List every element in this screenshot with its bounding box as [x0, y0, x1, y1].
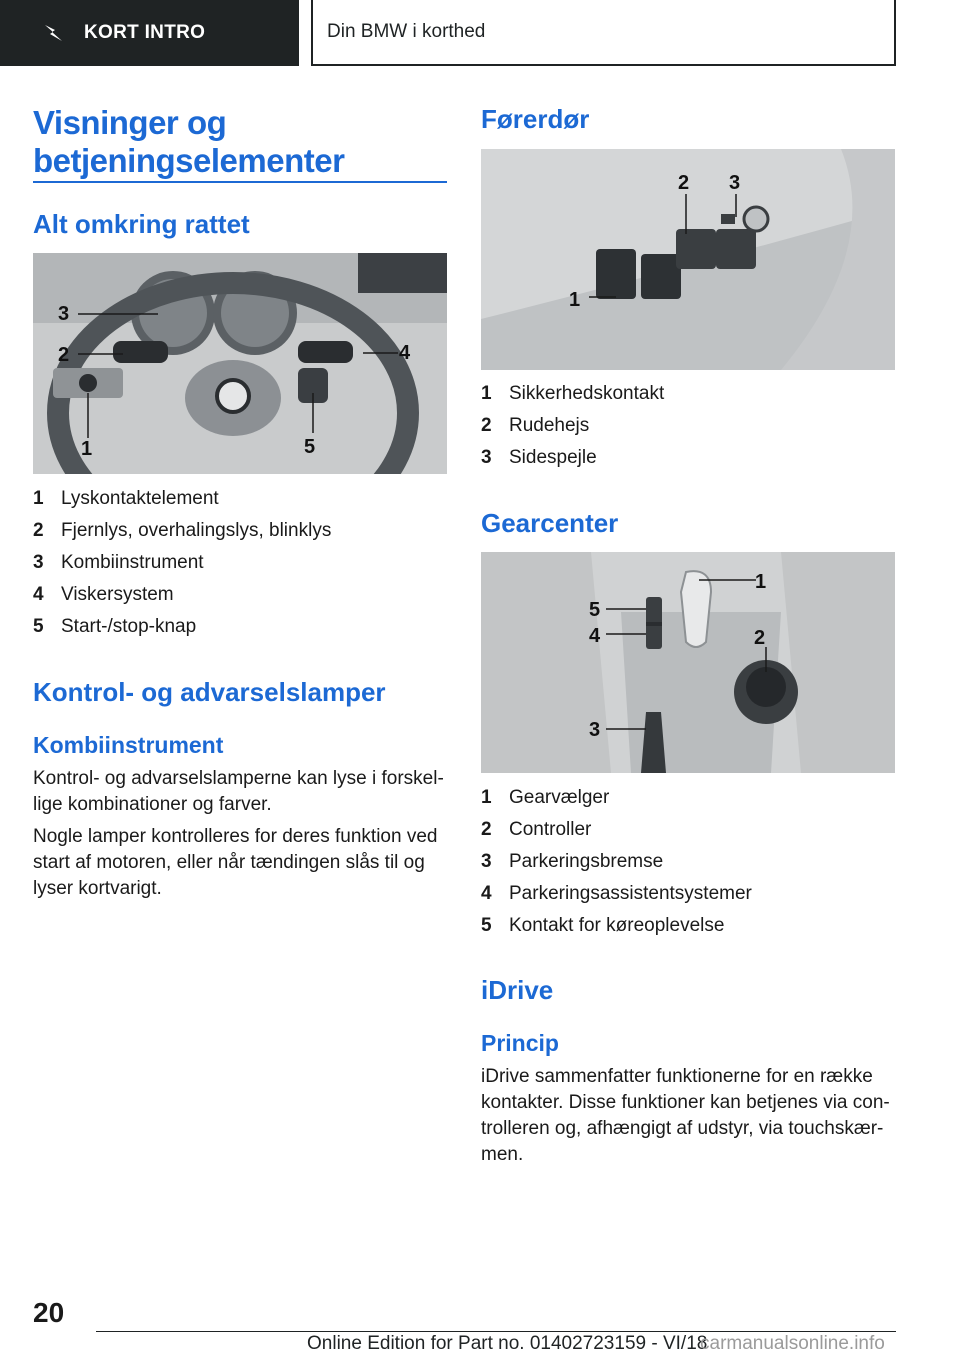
- title-rule: [33, 181, 447, 183]
- heading-lamps: Kontrol- og advarselslamper: [33, 677, 386, 707]
- list-item: 3 Sidespejle: [481, 447, 597, 468]
- list-item: 1 Gearvælger: [481, 787, 610, 808]
- section-tab[interactable]: [0, 0, 299, 66]
- callout-3: 3: [58, 303, 70, 325]
- callout-1: 1: [755, 571, 767, 593]
- paragraph: Nogle lamper kontrolleres for deres funktion ved start af motoren, eller når tændingen slås til og lyser kortvarigt.: [33, 826, 438, 899]
- list-item: 1 Sikkerhedskontakt: [481, 383, 665, 404]
- list-item: 2 Fjernlys, overhalingslys, blinklys: [33, 520, 332, 541]
- callout-2: 2: [754, 627, 766, 649]
- gear-legend: [481, 782, 895, 942]
- lamps-text: [33, 766, 447, 908]
- callout-4: 4: [589, 625, 601, 647]
- paragraph: Kontrol- og advarselslamperne kan lyse i forskel- lige kombinationer og farver.: [33, 768, 444, 815]
- callout-1: 1: [81, 438, 93, 460]
- idrive-text: [481, 1064, 895, 1174]
- heading-gear: Gearcenter: [481, 508, 619, 538]
- callout-4: 4: [399, 342, 411, 364]
- steering-legend: [33, 483, 447, 643]
- list-item: 2 Controller: [481, 819, 592, 840]
- list-item: 1 Lyskontaktelement: [33, 488, 219, 509]
- list-item: 4 Parkeringsassistentsystemer: [481, 883, 752, 904]
- callout-2: 2: [58, 344, 70, 366]
- list-item: 3 Parkeringsbremse: [481, 851, 664, 872]
- page-title-line1: Visninger og: [33, 104, 227, 141]
- page-title: [33, 104, 344, 180]
- list-item: 5 Start-/stop-knap: [33, 616, 197, 637]
- heading-instrument: Kombiinstrument: [33, 732, 224, 758]
- callout-1: 1: [569, 289, 581, 311]
- section-label: KORT INTRO: [84, 22, 206, 43]
- heading-steering: Alt omkring rattet: [33, 209, 250, 239]
- footer-edition: Online Edition for Part no. 01402723159 - VI/18: [307, 1333, 708, 1354]
- paragraph: iDrive sammenfatter funktionerne for en række kontakter. Disse funktioner kan betjenes via con- trolleren og, afhængigt af udstyr, via touchskær- men.: [481, 1066, 890, 1165]
- page-subtitle-box: [311, 0, 896, 66]
- door-photo: [481, 149, 895, 370]
- list-item: 4 Viskersystem: [33, 584, 174, 605]
- callout-3: 3: [729, 172, 741, 194]
- list-item: 3 Kombiinstrument: [33, 552, 204, 573]
- heading-principle: Princip: [481, 1030, 559, 1056]
- callout-2: 2: [678, 172, 690, 194]
- callout-5: 5: [589, 599, 601, 621]
- page-subtitle: Din BMW i korthed: [327, 21, 486, 42]
- heading-idrive: iDrive: [481, 975, 554, 1005]
- list-item: 2 Rudehejs: [481, 415, 590, 436]
- callout-5: 5: [304, 436, 316, 458]
- watermark: carmanualsonline.info: [700, 1333, 885, 1354]
- page-title-line2: betjeningselementer: [33, 142, 345, 179]
- steering-wheel-photo: [33, 253, 447, 474]
- page-number: 20: [33, 1297, 65, 1328]
- heading-door: Førerdør: [481, 104, 590, 134]
- list-item: 5 Kontakt for køreoplevelse: [481, 915, 725, 936]
- door-legend: [481, 378, 895, 474]
- footer-rule: [96, 1331, 896, 1332]
- gear-photo: [481, 552, 895, 773]
- callout-3: 3: [589, 719, 601, 741]
- lightning-arrow-icon: [42, 21, 66, 45]
